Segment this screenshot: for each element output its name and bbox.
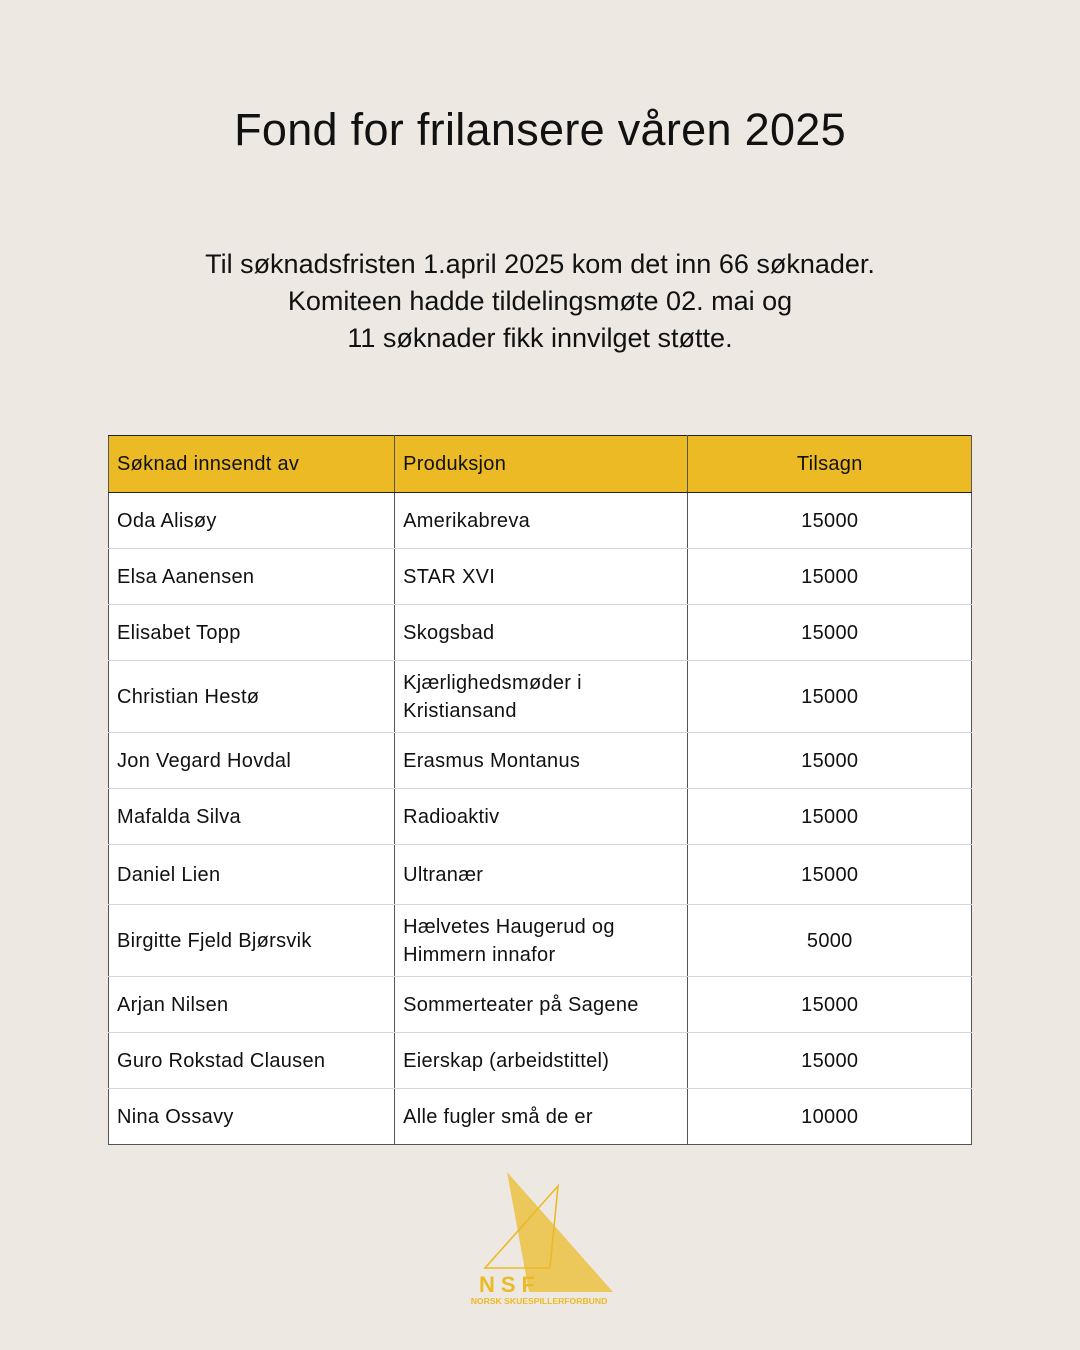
intro-line: 11 søknader fikk innvilget støtte. [347,323,733,353]
production-title: Sommerteater på Sagene [395,977,688,1033]
table-header-row [109,436,972,493]
grant-amount: 15000 [688,605,972,661]
header-amount: Tilsagn [688,436,972,493]
table-row [109,845,972,905]
grants-table [108,435,972,1145]
table-body [109,493,972,1145]
applicant-name: Guro Rokstad Clausen [109,1033,395,1089]
production-title-line: Kristiansand [403,699,517,722]
applicant-name: Daniel Lien [109,845,395,905]
applicant-name: Oda Alisøy [109,493,395,549]
table-row [109,661,972,733]
production-title: Amerikabreva [395,493,688,549]
grant-amount: 15000 [688,493,972,549]
table-row [109,733,972,789]
grant-amount: 15000 [688,661,972,733]
grant-amount: 15000 [688,789,972,845]
header-production: Produksjon [395,436,688,493]
grant-amount: 15000 [688,549,972,605]
applicant-name: Elisabet Topp [109,605,395,661]
production-title [395,661,688,733]
grant-amount: 5000 [688,905,972,977]
production-title-line: Kjærlighedsmøder i [403,671,582,694]
applicant-name: Mafalda Silva [109,789,395,845]
production-title-line: Himmern innafor [403,943,556,966]
table-row [109,1089,972,1145]
grant-amount: 15000 [688,977,972,1033]
production-title: Skogsbad [395,605,688,661]
production-title [395,905,688,977]
applicant-name: Arjan Nilsen [109,977,395,1033]
applicant-name: Jon Vegard Hovdal [109,733,395,789]
production-title: Radioaktiv [395,789,688,845]
applicant-name: Elsa Aanensen [109,549,395,605]
grant-amount: 15000 [688,1033,972,1089]
production-title: Alle fugler små de er [395,1089,688,1145]
applicant-name: Birgitte Fjeld Bjørsvik [109,905,395,977]
grant-amount: 10000 [688,1089,972,1145]
production-title: Eierskap (arbeidstittel) [395,1033,688,1089]
page-title: Fond for frilansere våren 2025 [234,104,846,155]
header-applicant: Søknad innsendt av [109,436,395,493]
logo-name: NORSK SKUESPILLERFORBUND [470,1296,608,1306]
grant-amount: 15000 [688,845,972,905]
table-row [109,977,972,1033]
table-row [109,789,972,845]
intro-line: Komiteen hadde tildelingsmøte 02. mai og [287,286,793,316]
production-title-line: Hælvetes Haugerud og [403,915,615,938]
applicant-name: Nina Ossavy [109,1089,395,1145]
table-row [109,905,972,977]
applicant-name: Christian Hestø [109,661,395,733]
production-title: Erasmus Montanus [395,733,688,789]
table-row [109,549,972,605]
intro-line: Til søknadsfristen 1.april 2025 kom det inn 66 søknader. [205,249,875,279]
grant-amount: 15000 [688,733,972,789]
table-row [109,493,972,549]
production-title: Ultranær [395,845,688,905]
intro-text [0,246,1080,357]
table-row [109,1033,972,1089]
nsf-logo [455,1168,625,1308]
table-row [109,605,972,661]
production-title: STAR XVI [395,549,688,605]
logo-abbr: NSF [479,1272,541,1297]
